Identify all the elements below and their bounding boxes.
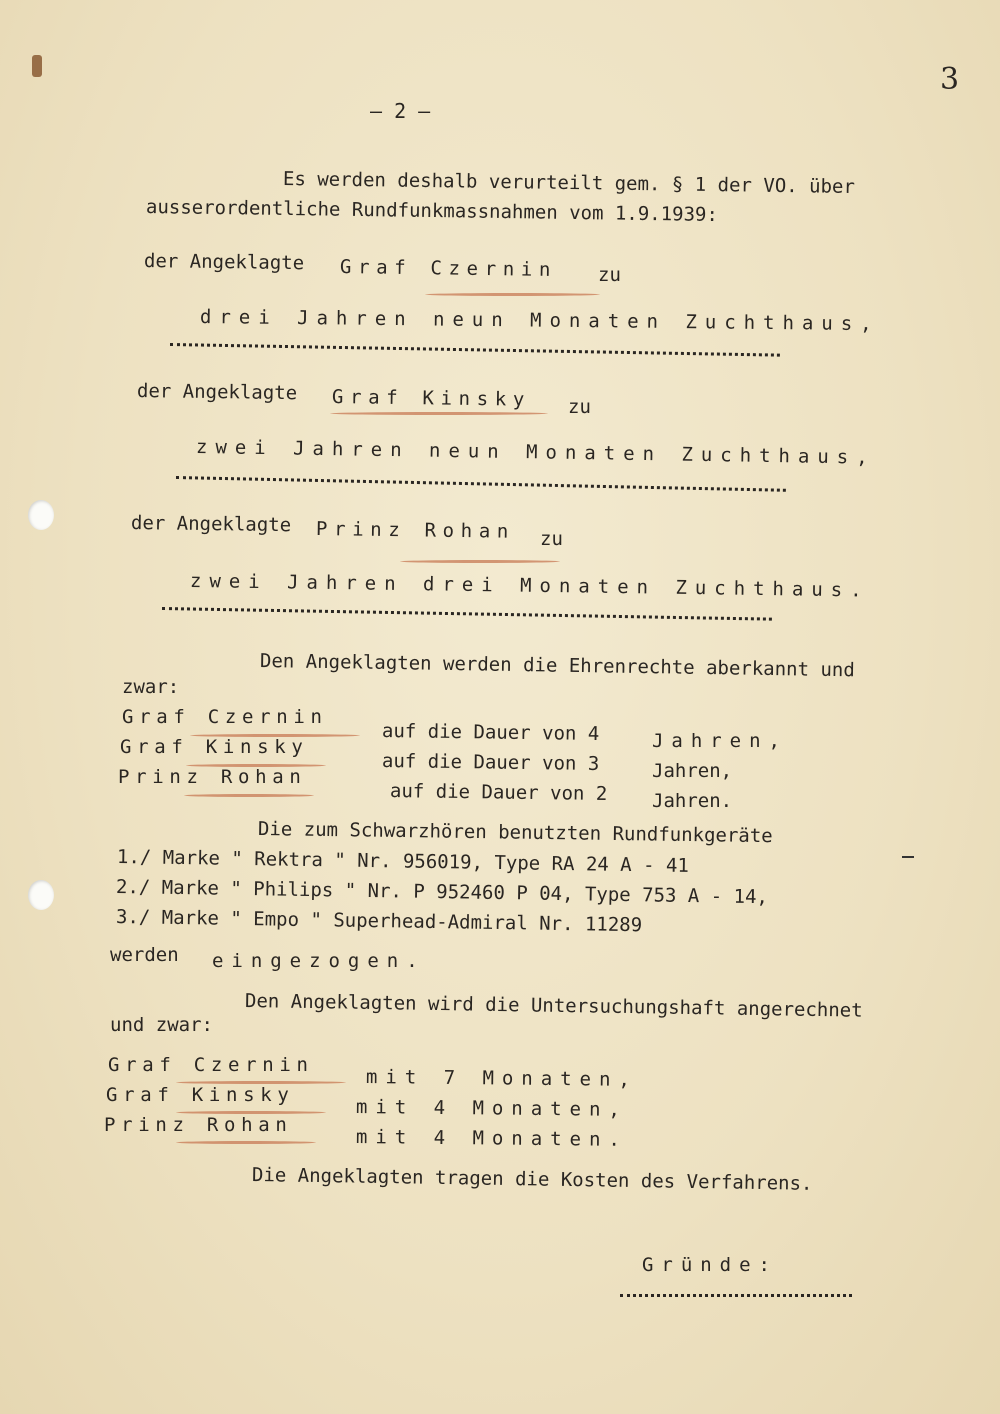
defendant-name: Graf Kinsky: [331, 386, 532, 411]
costs-text: Die Angeklagten tragen die Kosten des Verfahrens.: [251, 1164, 813, 1195]
honor-intro-line-1: Den Angeklagten werden die Ehrenrechte aberkannt und: [259, 650, 855, 682]
red-underline: [400, 560, 560, 563]
punch-hole-upper: [28, 500, 54, 530]
radio-item: 3./ Marke " Empo " Superhead-Admiral Nr. 11289: [115, 906, 643, 937]
honor-unit: Jahren,: [652, 760, 733, 782]
red-underline: [176, 1141, 316, 1144]
verdict-text: drei Jahren neun Monaten Zuchthaus,: [199, 306, 880, 336]
sentence-suffix: zu: [540, 528, 563, 550]
custody-name: Graf Kinsky: [106, 1084, 295, 1106]
radios-verb: eingezogen.: [212, 950, 426, 972]
honor-intro-line-2: zwar:: [122, 676, 180, 698]
radios-intro: Die zum Schwarzhören benutzten Rundfunkgeräte: [257, 818, 773, 848]
custody-name: Prinz Rohan: [104, 1114, 293, 1136]
sentence-suffix: zu: [598, 264, 621, 286]
honor-unit: Jahren,: [652, 730, 788, 752]
intro-line-1: Es werden deshalb verurteilt gem. § 1 der VO. über: [282, 168, 856, 198]
dashed-separator: [176, 476, 786, 492]
honor-unit: Jahren.: [652, 790, 733, 812]
honor-name: Graf Czernin: [122, 706, 328, 728]
sentence-prefix: der Angeklagte: [136, 380, 298, 405]
honor-duration: auf die Dauer von 3: [381, 750, 600, 776]
intro-line-2: ausserordentliche Rundfunkmassnahmen vom 1.9.1939:: [145, 196, 719, 226]
custody-intro-line-1: Den Angeklagten wird die Untersuchungshaft angerechnet: [244, 990, 863, 1022]
custody-duration: mit 4 Monaten,: [355, 1096, 628, 1121]
red-underline: [184, 794, 314, 797]
rust-stain: [32, 55, 42, 77]
honor-duration: auf die Dauer von 4: [381, 720, 600, 746]
reasons-heading: Gründe:: [642, 1254, 778, 1276]
custody-name: Graf Czernin: [108, 1054, 314, 1076]
dashed-separator: [162, 607, 772, 621]
verdict-text: zwei Jahren neun Monaten Zuchthaus,: [195, 436, 876, 469]
sentence-prefix: der Angeklagte: [130, 512, 292, 537]
honor-name: Graf Kinsky: [120, 736, 309, 758]
sentence-suffix: zu: [568, 396, 591, 418]
dashed-separator: [170, 343, 780, 357]
defendant-name: Prinz Rohan: [315, 518, 516, 543]
margin-tick: [902, 856, 914, 858]
red-underline: [330, 412, 548, 415]
honor-duration: auf die Dauer von 2: [389, 780, 608, 806]
custody-duration: mit 4 Monaten.: [355, 1126, 628, 1151]
page-header: ‒ 2 ‒: [370, 99, 431, 123]
verdict-text: zwei Jahren drei Monaten Zuchthaus.: [189, 570, 870, 602]
honor-name: Prinz Rohan: [118, 766, 307, 788]
punch-hole-lower: [28, 880, 54, 910]
page-number: 3: [940, 62, 960, 97]
custody-intro-line-2: und zwar:: [110, 1014, 213, 1036]
sentence-prefix: der Angeklagte: [143, 250, 305, 275]
radio-item: 2./ Marke " Philips " Nr. P 952460 P 04, Type 753 A - 14,: [115, 876, 769, 909]
dashed-separator: [620, 1294, 852, 1297]
defendant-name: Graf Czernin: [339, 256, 558, 282]
radios-verb-prefix: werden: [110, 944, 179, 966]
custody-duration: mit 7 Monaten,: [365, 1066, 638, 1091]
radio-item: 1./ Marke " Rektra " Nr. 956019, Type RA 24 A - 41: [116, 846, 690, 877]
red-underline: [425, 293, 600, 296]
